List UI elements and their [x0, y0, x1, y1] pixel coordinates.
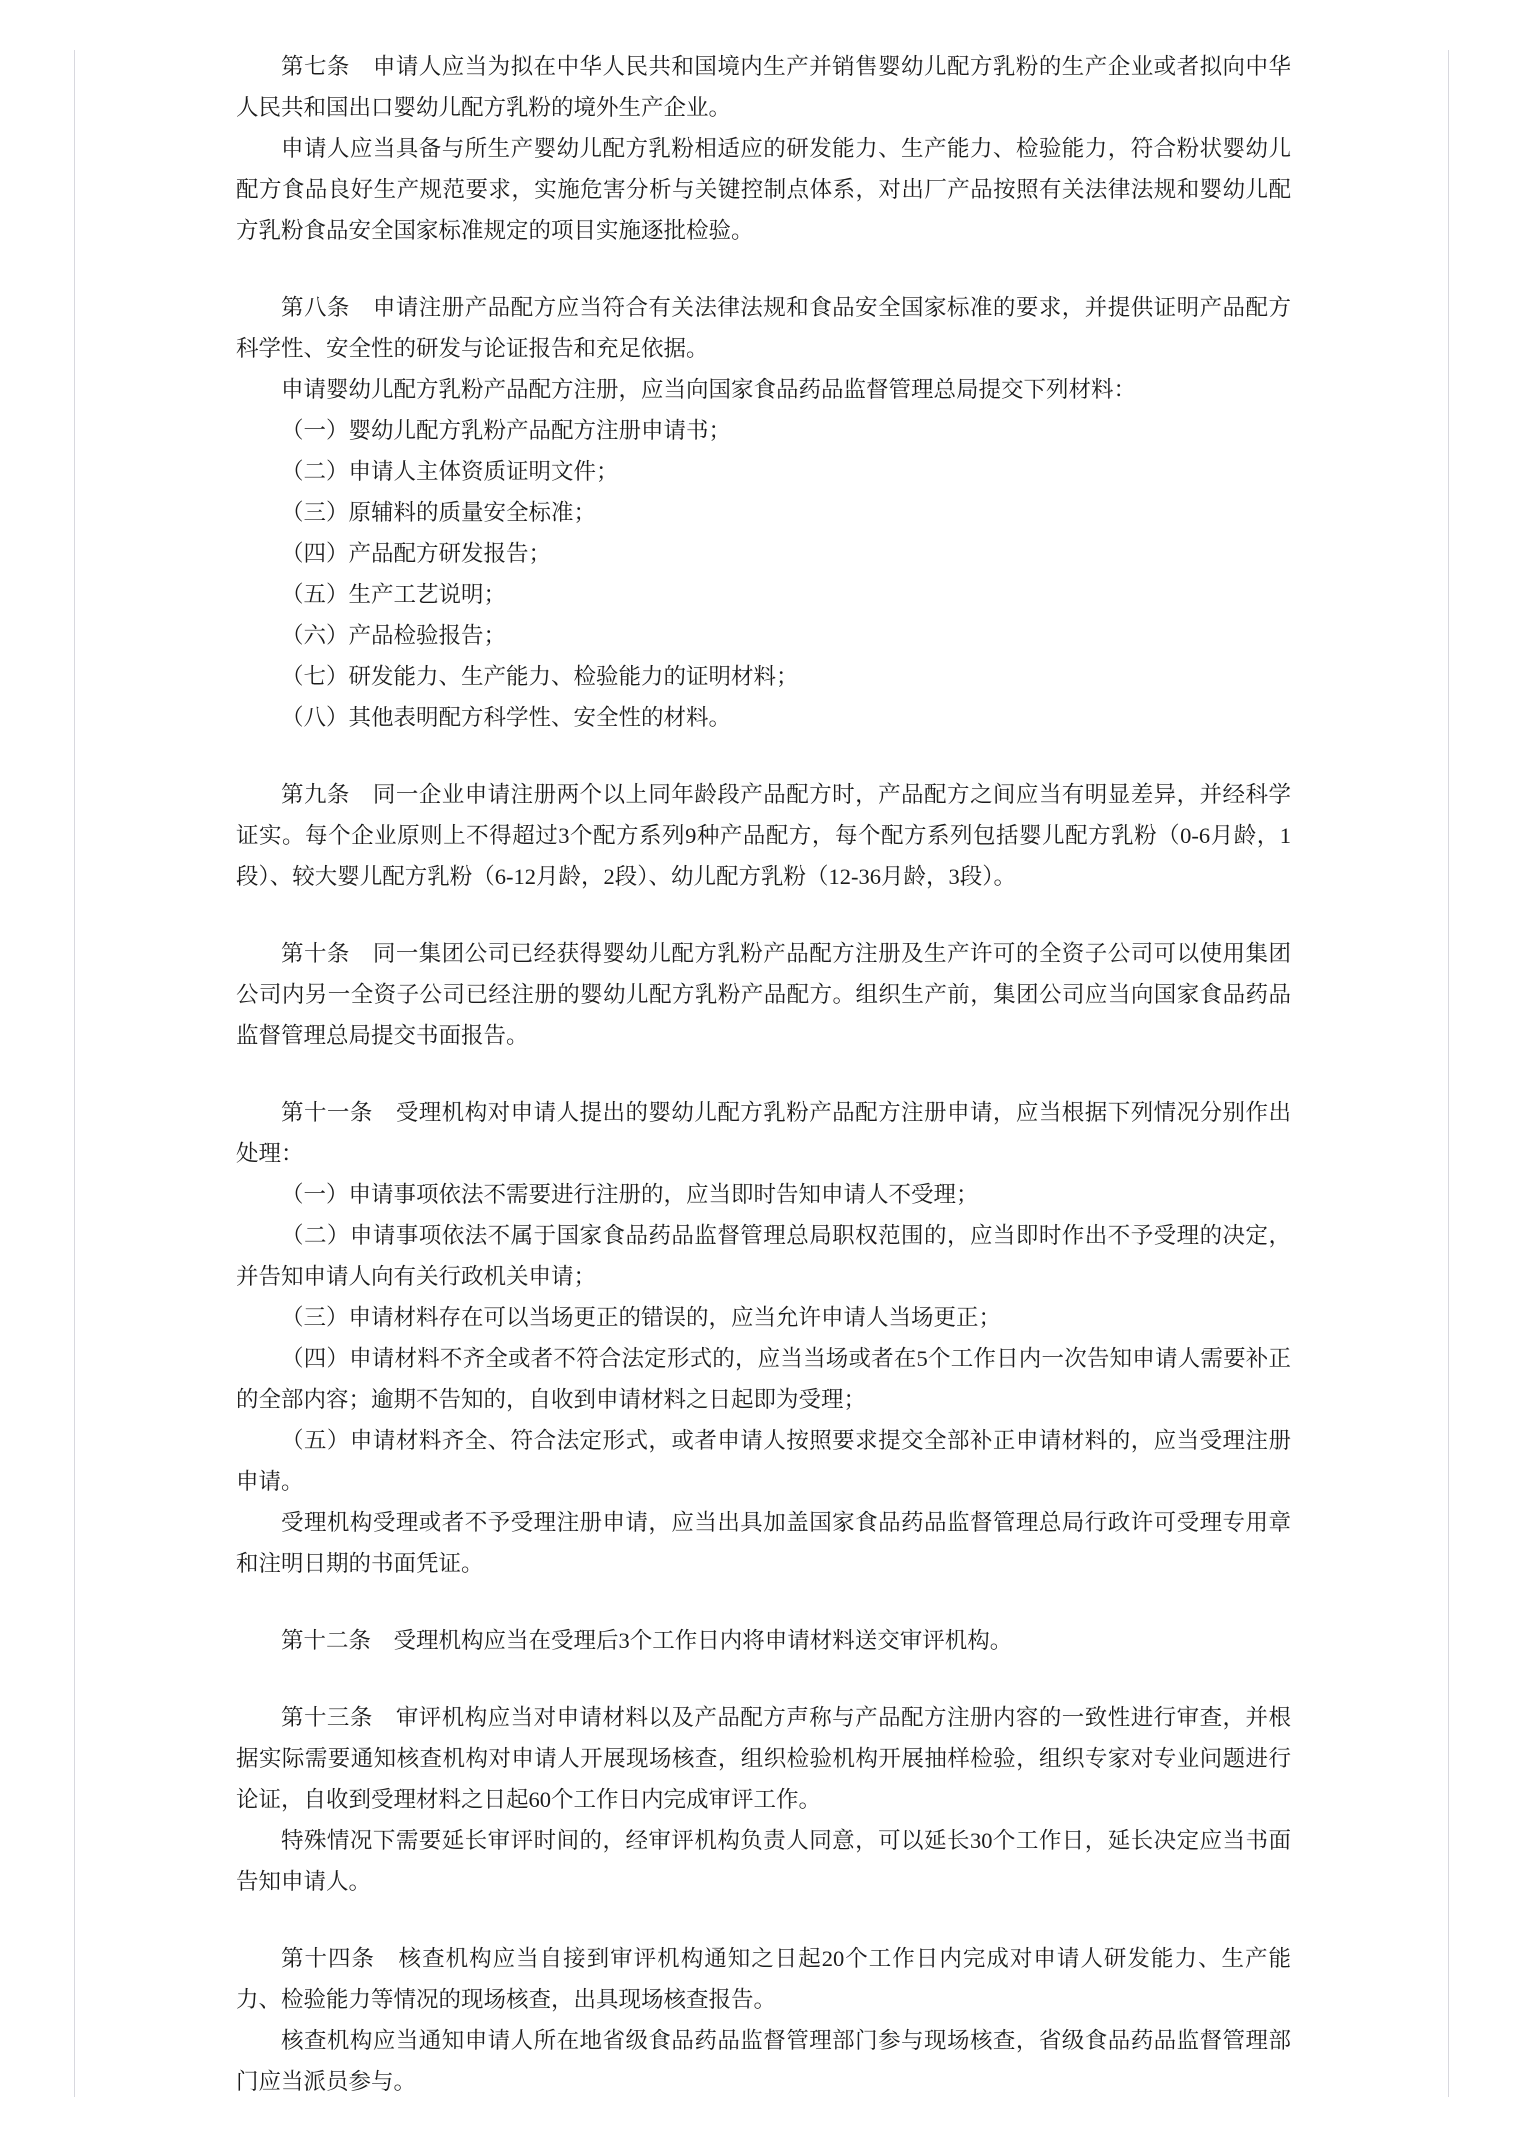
paragraph: 第十条 同一集团公司已经获得婴幼儿配方乳粉产品配方注册及生产许可的全资子公司可以使用集团公司内另一全资子公司已经注册的婴幼儿配方乳粉产品配方。组织生产前，集团公司应当向国家食品药品监督管理总局提交书面报告。 [236, 941, 1291, 1048]
article-12 [236, 1620, 1291, 1661]
article-11 [236, 1092, 1291, 1584]
paragraph: 第十三条 审评机构应当对申请材料以及产品配方声称与产品配方注册内容的一致性进行审查，并根据实际需要通知核查机构对申请人开展现场核查，组织检验机构开展抽样检验，组织专家对专业问题进行论证，自收到受理材料之日起60个工作日内完成审评工作。 [236, 1705, 1291, 1812]
paragraph: （五）生产工艺说明； [281, 582, 507, 607]
article-13 [236, 1697, 1291, 1902]
paragraph: （五）申请材料齐全、符合法定形式，或者申请人按照要求提交全部补正申请材料的，应当受理注册申请。 [236, 1428, 1291, 1494]
article-8 [236, 287, 1291, 738]
paragraph: （四）产品配方研发报告； [281, 541, 552, 566]
paragraph: 申请婴幼儿配方乳粉产品配方注册，应当向国家食品药品监督管理总局提交下列材料： [281, 377, 1137, 402]
paragraph: 第十一条 受理机构对申请人提出的婴幼儿配方乳粉产品配方注册申请，应当根据下列情况分别作出处理： [236, 1100, 1291, 1166]
paragraph: （一）申请事项依法不需要进行注册的，应当即时告知申请人不受理； [281, 1182, 979, 1207]
article-9 [236, 774, 1291, 897]
paragraph: （三）申请材料存在可以当场更正的错误的，应当允许申请人当场更正； [281, 1305, 1002, 1330]
paragraph: （四）申请材料不齐全或者不符合法定形式的，应当当场或者在5个工作日内一次告知申请人需要补正的全部内容；逾期不告知的，自收到申请材料之日起即为受理； [236, 1346, 1291, 1412]
article-14 [236, 1938, 1291, 2102]
paragraph: （七）研发能力、生产能力、检验能力的证明材料； [281, 664, 799, 689]
paragraph: 申请人应当具备与所生产婴幼儿配方乳粉相适应的研发能力、生产能力、检验能力，符合粉状婴幼儿配方食品良好生产规范要求，实施危害分析与关键控制点体系，对出厂产品按照有关法律法规和婴幼儿配方乳粉食品安全国家标准规定的项目实施逐批检验。 [236, 136, 1291, 243]
paragraph: 受理机构受理或者不予受理注册申请，应当出具加盖国家食品药品监督管理总局行政许可受理专用章和注明日期的书面凭证。 [236, 1510, 1291, 1576]
paragraph: 第八条 申请注册产品配方应当符合有关法律法规和食品安全国家标准的要求，并提供证明产品配方科学性、安全性的研发与论证报告和充足依据。 [236, 295, 1291, 361]
article-7 [236, 46, 1291, 251]
paragraph: 第九条 同一企业申请注册两个以上同年龄段产品配方时，产品配方之间应当有明显差异，并经科学证实。每个企业原则上不得超过3个配方系列9种产品配方，每个配方系列包括婴儿配方乳粉（0-6月龄，1段）、较大婴儿配方乳粉（6-12月龄，2段）、幼儿配方乳粉（12-36月龄，3段）。 [236, 782, 1291, 889]
page-left-border [74, 50, 75, 2097]
document-body [236, 46, 1291, 2102]
page-right-border [1448, 50, 1449, 2097]
paragraph: （二）申请人主体资质证明文件； [281, 459, 619, 484]
paragraph: 核查机构应当通知申请人所在地省级食品药品监督管理部门参与现场核查，省级食品药品监督管理部门应当派员参与。 [236, 2028, 1291, 2094]
paragraph: （八）其他表明配方科学性、安全性的材料。 [281, 705, 732, 730]
paragraph: （六）产品检验报告； [281, 623, 507, 648]
article-10 [236, 933, 1291, 1056]
paragraph: （二）申请事项依法不属于国家食品药品监督管理总局职权范围的，应当即时作出不予受理的决定，并告知申请人向有关行政机关申请； [236, 1223, 1291, 1289]
paragraph: 特殊情况下需要延长审评时间的，经审评机构负责人同意，可以延长30个工作日，延长决定应当书面告知申请人。 [236, 1828, 1291, 1894]
paragraph: （三）原辅料的质量安全标准； [281, 500, 597, 525]
paragraph: 第七条 申请人应当为拟在中华人民共和国境内生产并销售婴幼儿配方乳粉的生产企业或者拟向中华人民共和国出口婴幼儿配方乳粉的境外生产企业。 [236, 54, 1291, 120]
paragraph: （一）婴幼儿配方乳粉产品配方注册申请书； [281, 418, 732, 443]
paragraph: 第十四条 核查机构应当自接到审评机构通知之日起20个工作日内完成对申请人研发能力、生产能力、检验能力等情况的现场核查，出具现场核查报告。 [236, 1946, 1291, 2012]
paragraph: 第十二条 受理机构应当在受理后3个工作日内将申请材料送交审评机构。 [281, 1628, 1013, 1653]
